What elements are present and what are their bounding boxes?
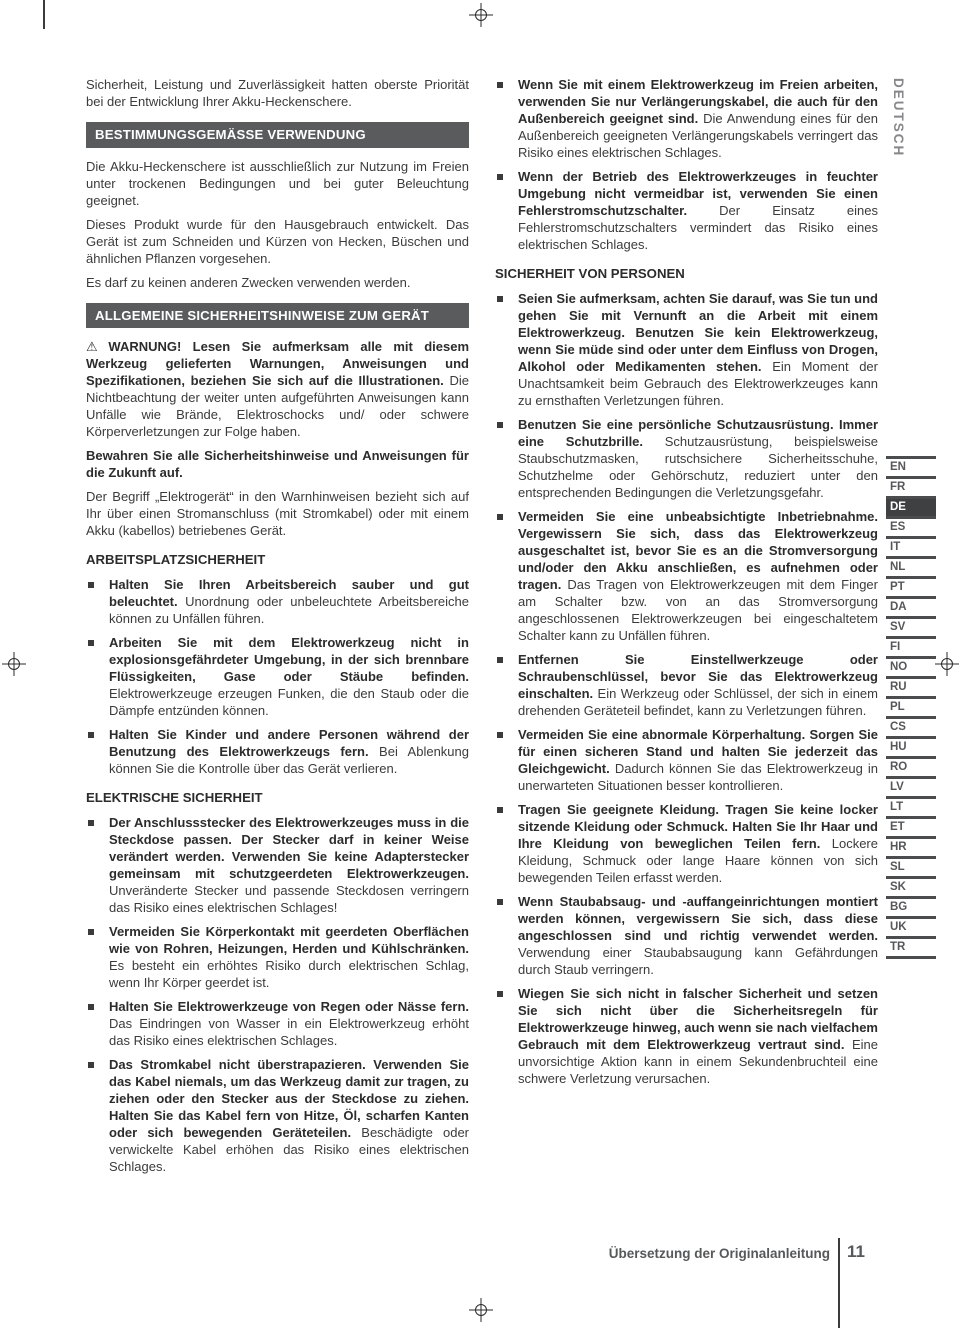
lang-tab-fr: FR xyxy=(886,479,936,499)
bullet-icon xyxy=(88,640,94,646)
lang-tab-cs: CS xyxy=(886,719,936,739)
bullet-icon xyxy=(497,732,503,738)
subheader-workplace-safety: ARBEITSPLATZSICHERHEIT xyxy=(86,552,266,567)
lang-tab-es: ES xyxy=(886,519,936,539)
warning-lead: WARNUNG! Lesen Sie aufmerksam alle mit diesem Werkzeug gelieferten Warnungen, Anweisungen und Spezifikationen, beziehen Sie sich auf die Illustrationen. xyxy=(86,339,470,388)
section-header-intended-use: BESTIMMUNGSGEMÄSSE VERWENDUNG xyxy=(86,122,469,148)
bullet-icon xyxy=(88,1062,94,1068)
subheader-personal-safety: SICHERHEIT VON PERSONEN xyxy=(495,266,685,281)
warning-rest: Die Nichtbeachtung der weiter unten aufgeführten Anweisungen kann Unfälle wie Brände, Elektroschocks und/ oder schwere Körperverletzungen zur Folge haben. xyxy=(86,373,469,439)
lang-tab-ru: RU xyxy=(886,679,936,699)
bullet-icon xyxy=(497,899,503,905)
crop-mark-bottom-right xyxy=(838,1238,840,1328)
bullet-icon xyxy=(497,991,503,997)
language-label-vertical: DEUTSCH xyxy=(891,78,906,158)
bullet-icon xyxy=(88,820,94,826)
bullet-icon xyxy=(497,514,503,520)
list-item: Wiegen Sie sich nicht in falscher Sicherheit und setzen Sie sich nicht über die Sicherheitsregeln für Elektrowerkzeuge hinweg, auch wenn sie nach vielfachem Gebrauch mit dem Elektrowerkzeug vertraut sind. Eine unvorsichtige Aktion kann in einem Sekundenbruchteil eine schwere Verletzung verursachen. xyxy=(495,985,878,1087)
list-item: Wenn Sie mit einem Elektrowerkzeug im Freien arbeiten, verwenden Sie nur Verlängerungskabel, die auch für den Außenbereich geeignet sind. Die Anwendung eines für den Außenbereich geeigneten Verlängerungskabels verringert das Risiko eines elektrischen Schlages. xyxy=(495,76,878,161)
lang-tab-lv: LV xyxy=(886,779,936,799)
page-number: 11 xyxy=(847,1242,865,1261)
lang-tab-pt: PT xyxy=(886,579,936,599)
bullet-icon xyxy=(497,174,503,180)
list-item: Entfernen Sie Einstellwerkzeuge oder Schraubenschlüssel, bevor Sie das Elektrowerkzeug einschalten. Ein Werkzeug oder Schlüssel, der sich in einem drehenden Geräteteil befindet, kann zu Verletzungen führen. xyxy=(495,651,878,719)
bullet-icon xyxy=(497,296,503,302)
bullet-icon xyxy=(88,582,94,588)
lang-tab-sk: SK xyxy=(886,879,936,899)
list-item: Arbeiten Sie mit dem Elektrowerkzeug nicht in explosionsgefährdeter Umgebung, in der sich brennbare Flüssigkeiten, Gase oder Stäube befinden. Elektrowerkzeuge erzeugen Funken, die den Staub oder die Dämpfe entzünden können. xyxy=(86,634,469,719)
registration-mark-top xyxy=(469,3,493,27)
bullet-icon xyxy=(497,422,503,428)
bullet-icon xyxy=(497,807,503,813)
keep-instructions-note: Bewahren Sie alle Sicherheitshinweise und Anweisungen für die Zukunft auf. xyxy=(86,448,469,480)
lang-tab-nl: NL xyxy=(886,559,936,579)
warning-paragraph xyxy=(86,338,469,440)
footer-translation-note: Übersetzung der Originalanleitung xyxy=(608,1246,830,1261)
paragraph: Es darf zu keinen anderen Zwecken verwenden werden. xyxy=(86,274,411,290)
list-item: Vermeiden Sie Körperkontakt mit geerdeten Oberflächen wie von Rohren, Heizungen, Herden und Kühlschränken. Es besteht ein erhöhtes Risiko durch elektrischen Schlag, wenn Ihr Körper geerdet ist. xyxy=(86,923,469,991)
list-item: Seien Sie aufmerksam, achten Sie darauf, was Sie tun und gehen Sie mit Vernunft an die Arbeit mit einem Elektrowerkzeug. Benutzen Sie kein Elektrowerkzeug, wenn Sie müde sind oder unter dem Einfluss von Drogen, Alkohol oder Medikamenten stehen. Ein Moment der Unachtsamkeit beim Gebrauch des Elektrowerkzeuges kann zu ernsthaften Verletzungen führen. xyxy=(495,290,878,409)
registration-mark-bottom xyxy=(469,1298,493,1322)
paragraph: Dieses Produkt wurde für den Hausgebrauch entwickelt. Das Gerät ist zum Schneiden und Kürzen von Hecken, Büschen und ähnlichen Pflanzen vorgesehen. xyxy=(86,216,469,266)
lang-tab-et: ET xyxy=(886,819,936,839)
list-item: Halten Sie Ihren Arbeitsbereich sauber und gut beleuchtet. Unordnung oder unbeleuchtete Arbeitsbereiche können zu Unfällen führen. xyxy=(86,576,469,627)
language-index xyxy=(886,456,936,959)
crop-mark-top-left xyxy=(43,0,45,29)
bullet-icon xyxy=(88,1004,94,1010)
lang-tab-pl: PL xyxy=(886,699,936,719)
list-item: Der Anschlussstecker des Elektrowerkzeuges muss in die Steckdose passen. Der Stecker darf in keiner Weise verändert werden. Verwenden Sie keine Adapterstecker gemeinsam mit schutzgeerdeten Elektrowerkzeugen. Unveränderte Stecker und passende Steckdosen verringern das Risiko eines elektrischen Schlages! xyxy=(86,814,469,916)
left-column xyxy=(86,76,469,1182)
lang-tab-it: IT xyxy=(886,539,936,559)
paragraph: Die Akku-Heckenschere ist ausschließlich zur Nutzung im Freien unter trockenen Bedingungen und bei guter Beleuchtung geeignet. xyxy=(86,158,469,208)
registration-mark-right xyxy=(935,652,959,676)
lang-tab-lt: LT xyxy=(886,799,936,819)
list-item: Vermeiden Sie eine unbeabsichtigte Inbetriebnahme. Vergewissern Sie sich, dass das Elektrowerkzeug ausgeschaltet ist, bevor Sie es an die Stromversorgung und/oder den Akku anschließen, es aufnehmen oder tragen. Das Tragen von Elektrowerkzeugen mit dem Finger am Schalter bzw. von an das Stromversorgung angeschlossenen Elektrowerkzeugen bei eingeschaltetem Schalter kann zu Unfällen führen. xyxy=(495,508,878,644)
bullet-icon xyxy=(497,82,503,88)
list-item: Vermeiden Sie eine abnormale Körperhaltung. Sorgen Sie für einen sicheren Stand und halten Sie jederzeit das Gleichgewicht. Dadurch können Sie das Elektrowerkzeug in unerwarteten Situationen besser kontrollieren. xyxy=(495,726,878,794)
warning-icon: ⚠ xyxy=(86,339,106,354)
section-header-general-safety: ALLGEMEINE SICHERHEITSHINWEISE ZUM GERÄT xyxy=(86,303,469,329)
list-item: Halten Sie Kinder und andere Personen während der Benutzung des Elektrowerkzeugs fern. Bei Ablenkung können Sie die Kontrolle über das Gerät verlieren. xyxy=(86,726,469,777)
lang-tab-no: NO xyxy=(886,659,936,679)
lang-tab-hr: HR xyxy=(886,839,936,859)
registration-mark-left xyxy=(2,652,26,676)
lang-tab-hu: HU xyxy=(886,739,936,759)
list-item: Tragen Sie geeignete Kleidung. Tragen Sie keine locker sitzende Kleidung oder Schmuck. Halten Sie Ihr Haar und Ihre Kleidung von beweglichen Teilen fern. Lockere Kleidung, Schmuck oder lange Haare können von sich bewegenden Teilen erfasst werden. xyxy=(495,801,878,886)
bullet-icon xyxy=(88,732,94,738)
lang-tab-de-active: DE xyxy=(886,499,936,519)
lang-tab-ro: RO xyxy=(886,759,936,779)
lang-tab-en: EN xyxy=(886,459,936,479)
bullet-icon xyxy=(88,929,94,935)
list-item: Das Stromkabel nicht überstrapazieren. Verwenden Sie das Kabel niemals, um das Werkzeug damit zur tragen, zu ziehen oder den Stecker aus der Steckdose zu ziehen. Halten Sie das Kabel fern von Hitze, Öl, scharfen Kanten oder sich bewegenden Geräteteilen. Beschädigte oder verwickelte Kabel erhöhen das Risiko eines elektrischen Schlages. xyxy=(86,1056,469,1175)
bullet-icon xyxy=(497,657,503,663)
intro-paragraph: Sicherheit, Leistung und Zuverlässigkeit hatten oberste Priorität bei der Entwicklung Ihrer Akku-Heckenschere. xyxy=(86,77,469,109)
subheader-electrical-safety: ELEKTRISCHE SICHERHEIT xyxy=(86,790,263,805)
list-item: Wenn der Betrieb des Elektrowerkzeuges in feuchter Umgebung nicht vermeidbar ist, verwenden Sie einen Fehlerstromschutzschalter. Der Einsatz eines Fehlerstromschutzschalters vermindert das Risiko eines elektrischen Schlages. xyxy=(495,168,878,253)
lang-tab-sl: SL xyxy=(886,859,936,879)
lang-tab-bg: BG xyxy=(886,899,936,919)
lang-tab-sv: SV xyxy=(886,619,936,639)
lang-tab-fi: FI xyxy=(886,639,936,659)
lang-tab-tr: TR xyxy=(886,939,936,959)
list-item: Benutzen Sie eine persönliche Schutzausrüstung. Immer eine Schutzbrille. Schutzausrüstung, beispielsweise Staubschutzmasken, rutschsichere Sicherheitsschuhe, Schutzhelme oder Gehörschutz, reduziert unter den entsprechenden Bedingungen die Verletzungsgefahr. xyxy=(495,416,878,501)
list-item: Halten Sie Elektrowerkzeuge von Regen oder Nässe fern. Das Eindringen von Wasser in ein Elektrowerkzeug erhöht das Risiko eines elektrischen Schlages. xyxy=(86,998,469,1049)
list-item: Wenn Staubabsaug- und -auffangeinrichtungen montiert werden können, vergewissern Sie sich, dass diese angeschlossen sind und richtig verwendet werden. Verwendung einer Staubabsaugung kann Gefährdungen durch Staub verringern. xyxy=(495,893,878,978)
term-definition-paragraph: Der Begriff „Elektrogerät“ in den Warnhinweisen bezieht sich auf Ihr über einen Stromanschluss (mit Stromkabel) oder mit einem Akku (kabellos) betriebenes Gerät. xyxy=(86,489,469,538)
right-column xyxy=(495,76,878,1094)
lang-tab-da: DA xyxy=(886,599,936,619)
lang-tab-uk: UK xyxy=(886,919,936,939)
